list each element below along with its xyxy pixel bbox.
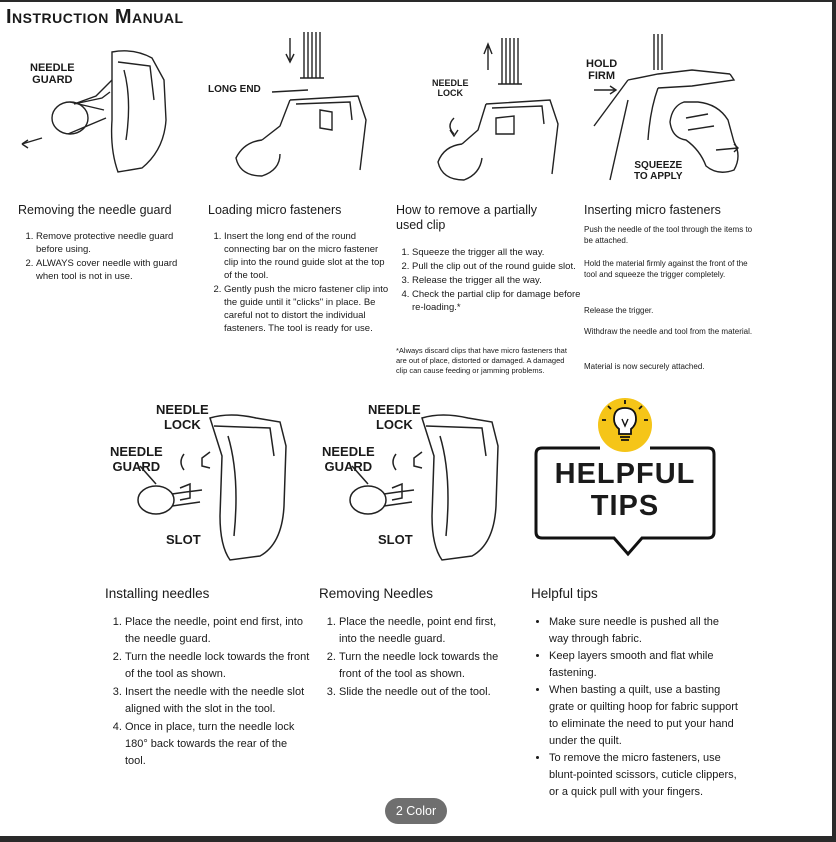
list-item: 1. Place the needle, point end first, into the needle guard.	[125, 614, 310, 648]
removing-needles-steps	[321, 614, 514, 702]
callout-squeeze-to-apply: SQUEEZE TO APPLY	[634, 160, 683, 182]
loading-fasteners-illustration	[200, 30, 380, 190]
remove-partial-steps	[396, 246, 584, 315]
removing-needles-illustration	[322, 396, 522, 571]
heading-removing-needle-guard: Removing the needle guard	[18, 203, 172, 217]
inserting-paragraph-3: Release the trigger.	[584, 306, 654, 315]
list-item: • When basting a quilt, use a basting grate or quilting hoop for fabric support to eliminate the need to put your hand under the quilt.	[549, 682, 739, 750]
color-count-badge[interactable]: 2 Color	[385, 798, 447, 824]
remove-partial-note: *Always discard clips that have micro fasteners that are out of place, distorted or damaged. A damaged clip can cause feeding or jamming problems.	[396, 346, 567, 375]
list-item: 3. Release the trigger all the way.	[412, 274, 584, 287]
list-item: 3. Slide the needle out of the tool.	[339, 684, 514, 701]
list-item: 2. Turn the needle lock towards the front of the tool as shown.	[339, 649, 514, 683]
frame-top-border	[0, 0, 836, 2]
heading-helpful-tips: Helpful tips	[531, 586, 598, 601]
inserting-paragraph-5: Material is now securely attached.	[584, 362, 705, 371]
inserting-paragraph-4: Withdraw the needle and tool from the material.	[584, 327, 753, 336]
heading-inserting-micro-fasteners: Inserting micro fasteners	[584, 203, 721, 217]
list-item: 2. Turn the needle lock towards the front of the tool as shown.	[125, 649, 310, 683]
helpful-tips-list	[533, 614, 739, 801]
page-title: Instruction Manual	[6, 6, 184, 28]
list-item: 2. Gently push the micro fastener clip into the guide until it "clicks" in place. Be careful not to distort the individual fasteners. The tool is ready for use.	[224, 283, 394, 335]
list-item: 2. Pull the clip out of the round guide slot.	[412, 260, 584, 273]
callout-needle-lock-remove: NEEDLE LOCK	[368, 402, 421, 432]
removing-guard-steps	[20, 230, 196, 284]
heading-remove-partial-clip: How to remove a partially used clip	[396, 203, 538, 232]
loading-steps	[208, 230, 394, 336]
callout-needle-guard: NEEDLE GUARD	[30, 62, 75, 86]
helpful-tips-bubble-text	[536, 458, 714, 522]
heading-loading-micro-fasteners: Loading micro fasteners	[208, 203, 342, 217]
list-item: • Keep layers smooth and flat while fastening.	[549, 648, 739, 682]
list-item: 1. Squeeze the trigger all the way.	[412, 246, 584, 259]
list-item: 1. Insert the long end of the round connecting bar on the micro fastener clip into the round guide slot at the top of the tool.	[224, 230, 394, 282]
list-item: 3. Insert the needle with the needle slot aligned with the slot in the tool.	[125, 684, 310, 718]
callout-needle-guard-remove: NEEDLE GUARD	[322, 444, 375, 474]
bubble-line-1: HELPFUL	[554, 458, 696, 490]
list-item: • To remove the micro fasteners, use blunt-pointed scissors, cuticle clippers, or a quick pull with your fingers.	[549, 750, 739, 801]
callout-needle-lock-install: NEEDLE LOCK	[156, 402, 209, 432]
list-item: • Make sure needle is pushed all the way through fabric.	[549, 614, 739, 648]
callout-needle-lock: NEEDLE LOCK	[432, 78, 469, 98]
installing-needles-illustration	[110, 396, 310, 571]
heading-installing-needles: Installing needles	[105, 586, 210, 601]
inserting-paragraph-1: Push the needle of the tool through the items to be attached.	[584, 225, 753, 245]
list-item: 1. Place the needle, point end first, into the needle guard.	[339, 614, 514, 648]
list-item: 4. Once in place, turn the needle lock 180° back towards the rear of the tool.	[125, 719, 310, 770]
frame-right-border	[832, 0, 836, 842]
list-item: 1. Remove protective needle guard before using.	[36, 230, 196, 256]
frame-bottom-border	[0, 836, 836, 842]
callout-long-end: LONG END	[208, 84, 261, 95]
inserting-paragraph-2: Hold the material firmly against the front of the tool and squeeze the trigger completely.	[584, 259, 748, 279]
installing-steps	[107, 614, 310, 771]
callout-slot-install: SLOT	[166, 532, 201, 547]
remove-partial-clip-illustration	[410, 34, 580, 184]
heading-removing-needles: Removing Needles	[319, 586, 434, 601]
list-item: 2. ALWAYS cover needle with guard when tool is not in use.	[36, 257, 196, 283]
callout-hold-firm: HOLD FIRM	[586, 58, 618, 82]
lightbulb-icon	[598, 398, 652, 452]
list-item: 4. Check the partial clip for damage before re-loading.*	[412, 288, 584, 314]
callout-slot-remove: SLOT	[378, 532, 413, 547]
bubble-line-2: TIPS	[590, 490, 660, 522]
callout-needle-guard-install: NEEDLE GUARD	[110, 444, 163, 474]
